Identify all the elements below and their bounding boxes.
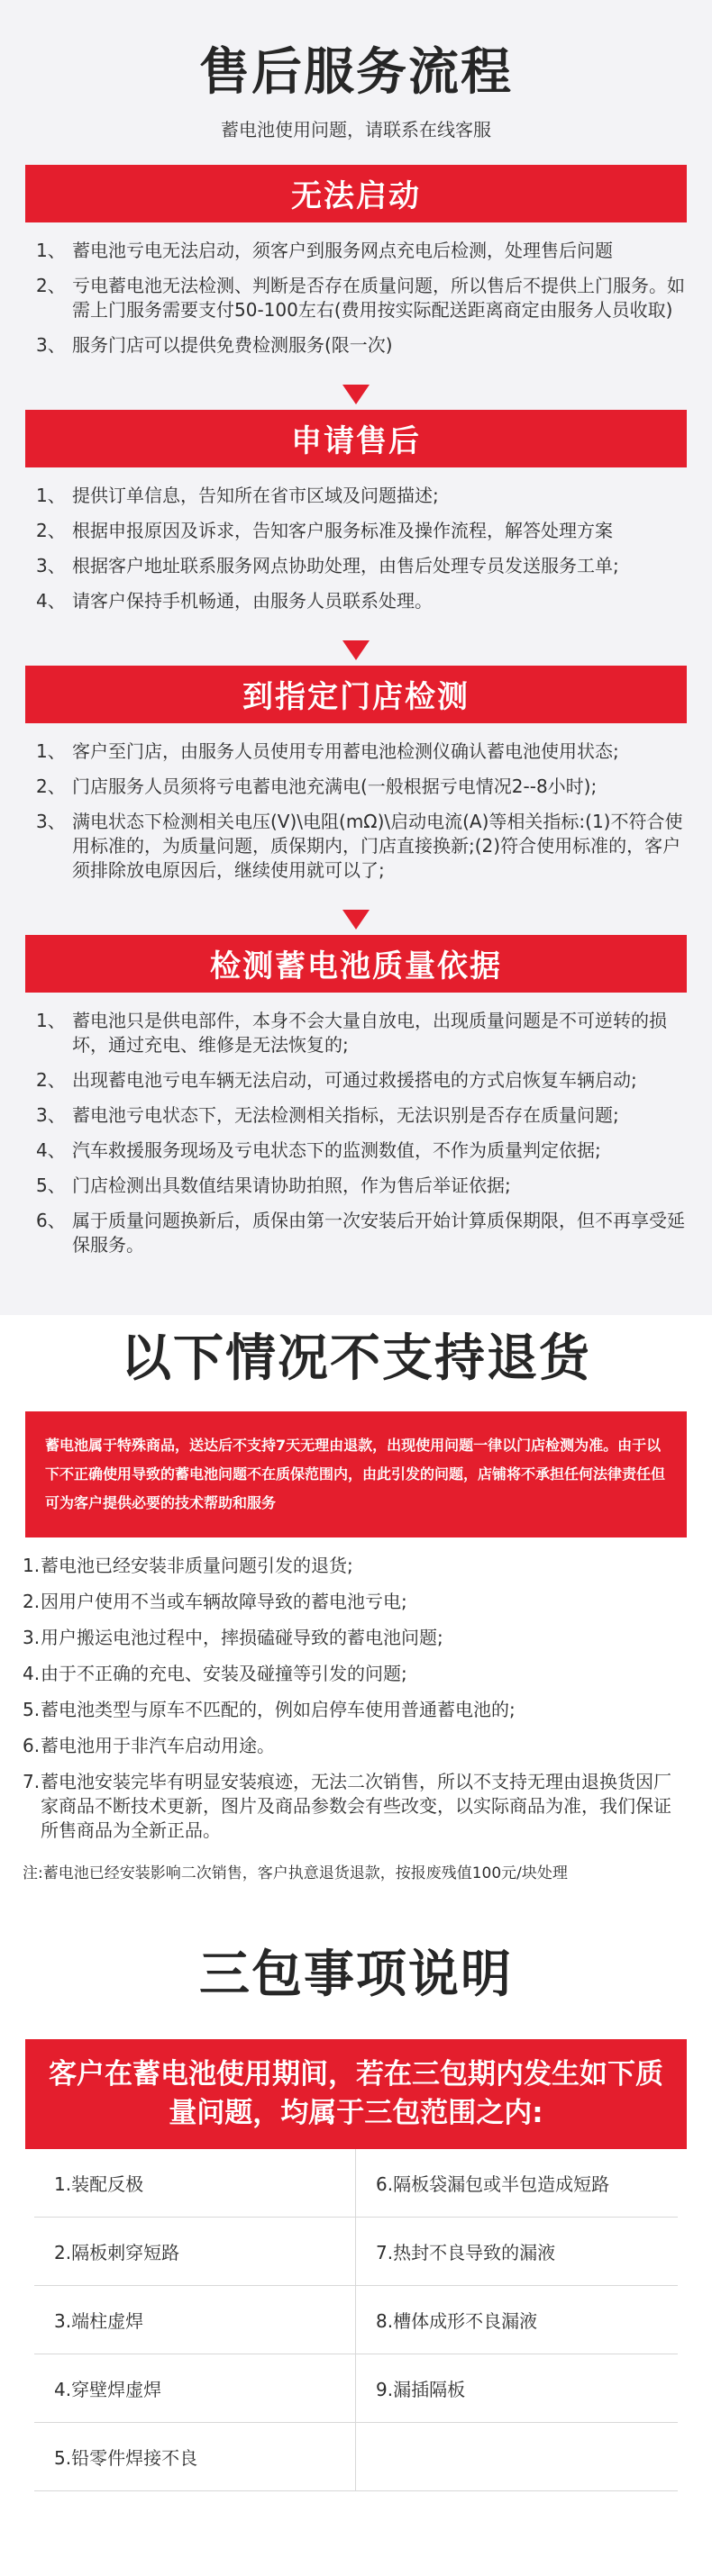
page-title: 售后服务流程 [199,43,513,102]
section-three-guarantees [0,1909,712,2527]
table-cell: 2.隔板刺穿短路 [34,2218,356,2286]
list-item: 2、 根据申报原因及诉求，告知客户服务标准及操作流程，解答处理方案 [36,519,613,541]
down-arrow-icon [342,910,370,930]
table-cell: 3.端柱虚焊 [34,2286,356,2354]
list-item: 3、 根据客户地址联系服务网点协助处理，由售后处理专员发送服务工单; [36,554,619,576]
section-no-return [0,1315,712,1910]
list-item: 7. 蓄电池安装完毕有明显安装痕迹，无法二次销售，所以不支持无理由退换货因厂家商品不断技术更新，图片及商品参数会有些改变，以实际商品为准，我们保证所售商品为全新正品。 [23,1771,671,1842]
guarantee-notice: 客户在蓄电池使用期间，若在三包期内发生如下质量问题，均属于三包范围之内: [25,2039,687,2149]
banner-apply-after-sales: 申请售后 [25,410,687,467]
list-item: 3、 满电状态下检测相关电压(V)\电阻(mΩ)\启动电流(A)等相关指标:(1)不符合使用标准的，为质量问题，质保期内，门店直接换新;(2)符合使用标准的，客户须排除放电原因后，继续使用就可以了; [36,810,683,881]
page-subtitle: 蓄电池使用问题，请联系在线客服 [221,118,491,141]
down-arrow-icon [342,385,370,404]
list-apply-after-sales [0,467,712,635]
section-title: 以下情况不支持退货 [121,1329,591,1388]
table-cell: 6.隔板袋漏包或半包造成短路 [356,2149,678,2218]
table-cell: 4.穿壁焊虚焊 [34,2354,356,2423]
list-item: 1、 提供订单信息，告知所在省市区域及问题描述; [36,484,439,506]
table-cell: 8.槽体成形不良漏液 [356,2286,678,2354]
list-item: 1、 客户至门店，由服务人员使用专用蓄电池检测仪确认蓄电池使用状态; [36,739,619,762]
banner-store-inspection: 到指定门店检测 [25,666,687,723]
list-item: 3、 服务门店可以提供免费检测服务(限一次) [36,333,393,356]
table-cell: 5.铅零件焊接不良 [34,2423,356,2491]
down-arrow-icon [342,640,370,660]
section-title: 三包事项说明 [199,1946,513,2005]
list-item: 1、 蓄电池亏电无法启动，须客户到服务网点充电后检测，处理售后问题 [36,239,613,261]
list-item: 2、 出现蓄电池亏电车辆无法启动，可通过救援搭电的方式启恢复车辆启动; [36,1068,637,1091]
table-cell: 1.装配反极 [34,2149,356,2218]
list-item: 3、 蓄电池亏电状态下，无法检测相关指标，无法识别是否存在质量问题; [36,1103,619,1126]
list-item: 2. 因用户使用不当或车辆故障导致的蓄电池亏电; [23,1591,407,1613]
list-cannot-start [0,222,712,379]
list-item: 1、 蓄电池只是供电部件，本身不会大量自放电，出现质量问题是不可逆转的损坏，通过充电、维修是无法恢复的; [36,1009,667,1056]
list-item: 4. 由于不正确的充电、安装及碰撞等引发的问题; [23,1663,407,1685]
banner-cannot-start: 无法启动 [25,165,687,222]
table-cell [356,2423,678,2491]
list-item: 1. 蓄电池已经安装非质量问题引发的退货; [23,1555,353,1577]
guarantee-table [34,2149,678,2491]
list-item: 3. 用户搬运电池过程中，摔损磕碰导致的蓄电池问题; [23,1627,443,1649]
list-item: 5. 蓄电池类型与原车不匹配的，例如启停车使用普通蓄电池的; [23,1699,516,1721]
list-store-inspection [0,723,712,904]
list-item: 2、 亏电蓄电池无法检测、判断是否存在质量问题，所以售后不提供上门服务。如需上门服务需要支付50-100左右(费用按实际配送距离商定由服务人员收取) [36,274,685,321]
list-item: 2、 门店服务人员须将亏电蓄电池充满电(一般根据亏电情况2--8小时); [36,775,598,797]
list-item: 6. 蓄电池用于非汽车启动用途。 [23,1735,275,1757]
list-item: 5、 门店检测出具数值结果请协助拍照，作为售后举证依据; [36,1174,511,1196]
list-item: 4、 汽车救援服务现场及亏电状态下的监测数值，不作为质量判定依据; [36,1138,601,1161]
no-return-list [0,1537,712,1843]
list-item: 4、 请客户保持手机畅通，由服务人员联系处理。 [36,589,433,612]
banner-quality-basis: 检测蓄电池质量依据 [25,935,687,993]
table-cell: 7.热封不良导致的漏液 [356,2218,678,2286]
table-cell: 9.漏插隔板 [356,2354,678,2423]
footnote: 注:蓄电池已经安装影响二次销售，客户执意退货退款，按报废残值100元/块处理 [23,1864,568,1883]
list-item: 6、 属于质量问题换新后，质保由第一次安装后开始计算质保期限，但不再享受延保服务。 [36,1209,685,1256]
list-quality-basis [0,993,712,1279]
special-goods-notice: 蓄电池属于特殊商品，送达后不支持7天无理由退款，出现使用问题一律以门店检测为准。由于以下不正确使用导致的蓄电池问题不在质保范围内，由此引发的问题，店铺将不承担任何法律责任但可为客户提供必要的技术帮助和服务 [25,1411,687,1537]
